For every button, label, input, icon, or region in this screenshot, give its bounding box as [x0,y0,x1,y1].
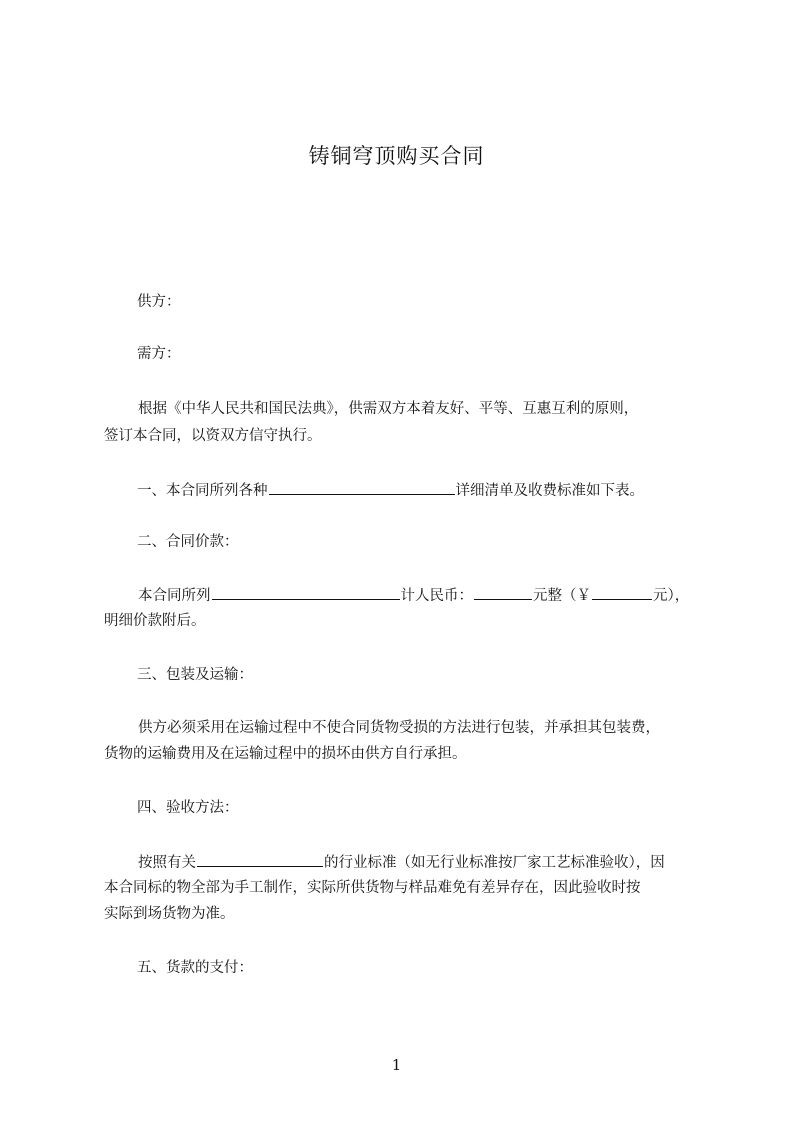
clause-4-heading: 四、验收方法： [137,800,239,816]
clause-2-mid: 计人民币： [400,588,473,604]
clause-4-line-1 [138,852,665,873]
clause-1-suffix: 详细清单及收费标准如下表。 [455,483,644,499]
amount-words-blank[interactable] [474,585,532,600]
supplier-label: 供方： [137,294,181,310]
clause-4-line-2: 本合同标的物全部为手工制作，实际所供货物与样品难免有差异存在，因此验收时按 [104,880,641,896]
page-number: 1 [391,1056,402,1074]
clause-1 [137,480,644,501]
intro-line-1: 根据《中华人民共和国民法典》，供需双方本着友好、平等、互惠互利的原则， [138,401,639,417]
clause-2-prefix: 本合同所列 [138,588,211,604]
clause-1-prefix: 一、本合同所列各种 [137,483,268,499]
buyer-label: 需方： [137,346,181,362]
clause-3-heading: 三、包装及运输： [137,667,253,683]
intro-line-2: 签订本合同，以资双方信守执行。 [104,428,322,444]
clause-3-line-2: 货物的运输费用及在运输过程中的损坏由供方自行承担。 [104,746,467,762]
clause-2-line-2: 明细价款附后。 [104,613,206,629]
industry-standard-blank[interactable] [197,852,323,867]
clause-5-heading: 五、货款的支付： [137,960,253,976]
item-name-blank[interactable] [269,480,455,495]
clause-2-suffix: 元）， [653,588,690,604]
clause-3-line-1: 供方必须采用在运输过程中不使合同货物受损的方法进行包装，并承担其包装费， [138,720,660,736]
clause-2-mid2: 元整（￥ [533,588,591,604]
clause-4-prefix: 按照有关 [138,855,196,871]
clause-4-suffix: 的行业标准（如无行业标准按厂家工艺标准验收），因 [324,855,665,871]
amount-figures-blank[interactable] [592,585,652,600]
document-title: 铸铜穹顶购买合同 [308,144,485,168]
clause-4-line-3: 实际到场货物为准。 [104,906,235,922]
clause-2-heading: 二、合同价款： [137,534,239,550]
contract-items-blank[interactable] [212,585,400,600]
clause-2-price [138,585,689,606]
